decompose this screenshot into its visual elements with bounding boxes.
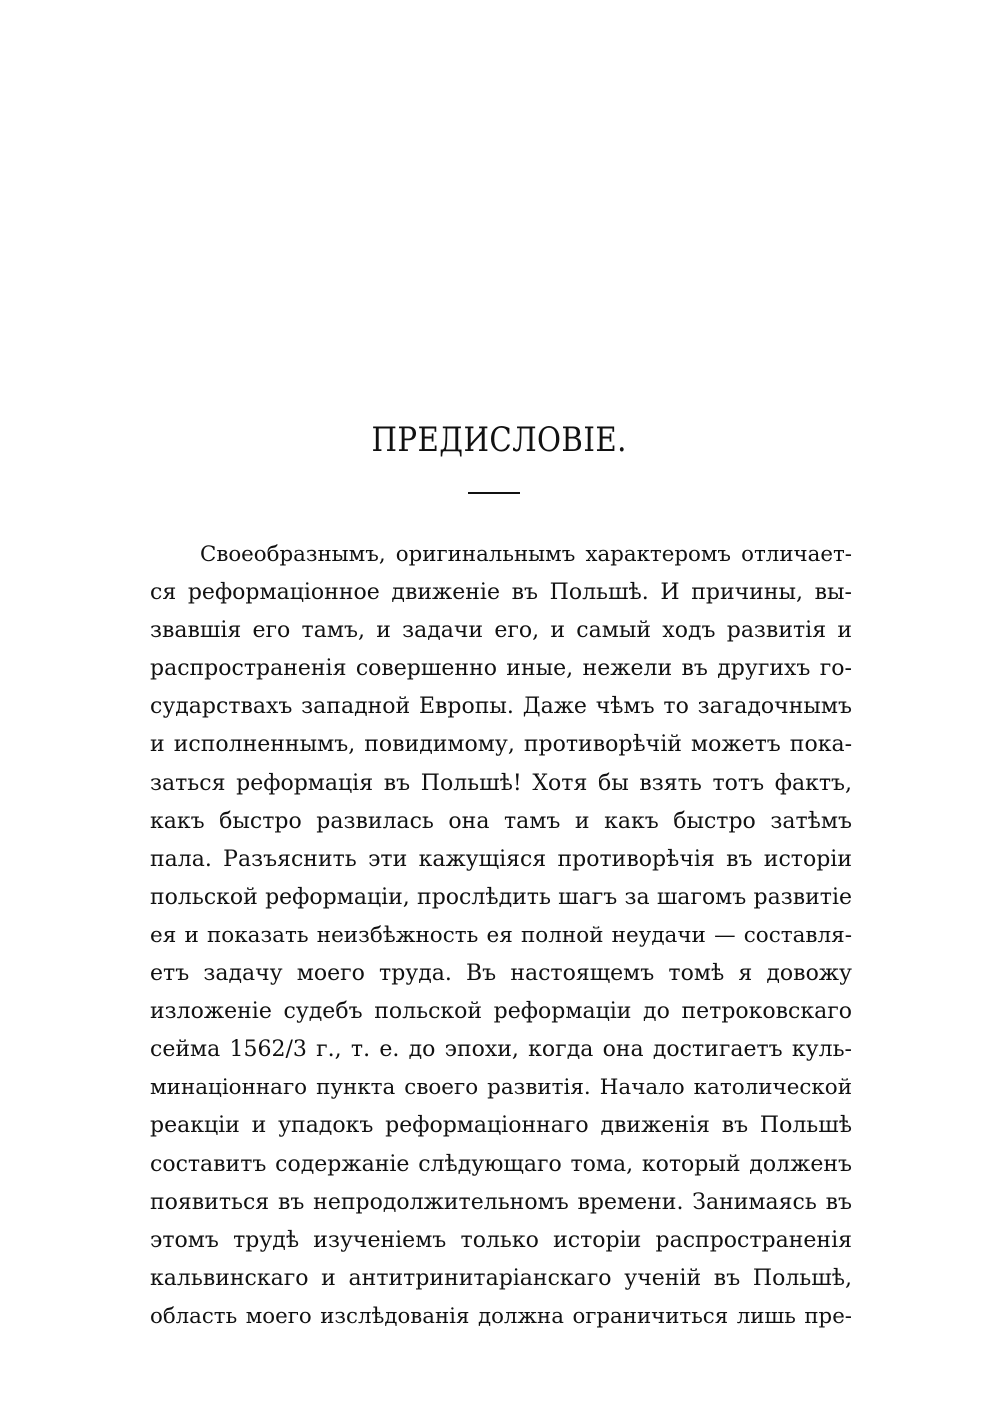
text-line: сейма 1562/3 г., т. е. до эпохи, когда она достигаетъ куль-: [150, 1037, 852, 1063]
text-line: ся реформаціонное движеніе въ Польшѣ. И причины, вы-: [150, 580, 852, 606]
text-line: появиться въ непродолжительномъ времени. Занимаясь въ: [150, 1189, 852, 1215]
text-line: етъ задачу моего труда. Въ настоящемъ томѣ я довожу: [150, 961, 852, 987]
text-line: звавшія его тамъ, и задачи его, и самый ходъ развитія и: [150, 618, 852, 644]
text-line: распространенія совершенно иные, нежели въ другихъ го-: [150, 656, 852, 682]
text-line: пала. Разъяснить эти кажущіяся противорѣчія въ исторіи: [150, 846, 852, 872]
preface-paragraph: [150, 536, 852, 1336]
text-line: сударствахъ западной Европы. Даже чѣмъ то загадочнымъ: [150, 694, 852, 720]
text-line: минаціоннаго пункта своего развитія. Начало католической: [150, 1075, 852, 1101]
page-title: ПРЕДИСЛОВІЕ.: [371, 420, 627, 460]
text-line: область моего изслѣдованія должна ограничиться лишь пре-: [150, 1303, 852, 1329]
text-line: заться реформація въ Польшѣ! Хотя бы взять тотъ фактъ,: [150, 770, 852, 796]
text-line: ея и показать неизбѣжность ея полной неудачи — составля-: [150, 922, 852, 948]
text-line: и исполненнымъ, повидимому, противорѣчій можетъ пока-: [150, 732, 852, 758]
text-line: составитъ содержаніе слѣдующаго тома, который долженъ: [150, 1151, 852, 1177]
text-line: изложеніе судебъ польской реформаціи до петроковскаго: [150, 999, 852, 1025]
text-line: кальвинскаго и антитринитаріанскаго ученій въ Польшѣ,: [150, 1265, 852, 1291]
text-line: этомъ трудѣ изученіемъ только исторіи распространенія: [150, 1227, 852, 1253]
text-line: какъ быстро развилась она тамъ и какъ быстро затѣмъ: [150, 808, 852, 834]
text-line: реакціи и упадокъ реформаціоннаго движенія въ Польшѣ: [150, 1113, 852, 1139]
text-line: Своеобразнымъ, оригинальнымъ характеромъ отличает-: [200, 542, 852, 567]
title-divider: [468, 492, 520, 494]
text-line: польской реформаціи, прослѣдить шагъ за шагомъ развитіе: [150, 884, 852, 910]
